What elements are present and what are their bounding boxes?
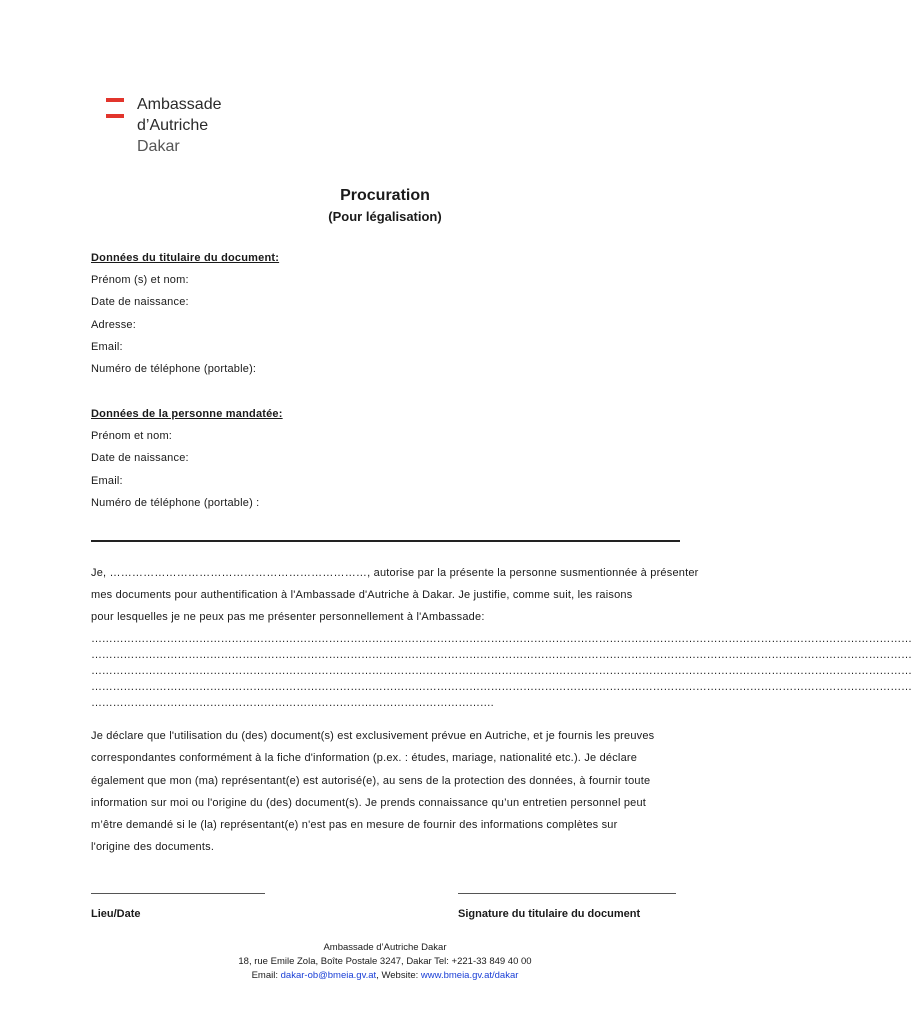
holder-field-address: Adresse: <box>91 319 137 331</box>
authorization-line-2: mes documents pour authentification à l'Ambassade d'Autriche à Dakar. Je justifie, comme suit, les raisons <box>91 589 633 601</box>
holder-heading: Données du titulaire du document: <box>91 252 280 264</box>
authorization-line-1: Je, ……………………………………………………………, autorise par la présente la personne susmentionnée à présenter <box>91 567 699 579</box>
declaration-line-5: m’être demandé si le (la) représentant(e) n'est pas en mesure de fournir des informations complètes sur <box>91 819 618 831</box>
holder-field-phone: Numéro de téléphone (portable): <box>91 363 257 375</box>
logo-line-1: Ambassade <box>137 96 222 113</box>
proxy-field-birthdate: Date de naissance: <box>91 452 189 464</box>
declaration-line-3: également que mon (ma) représentant(e) est autorisé(e), au sens de la protection des données, à fournir toute <box>91 775 651 787</box>
reason-dotted-line-1: ………………………………………………………………………………………………………………………………………………………………………………………………………… <box>91 633 912 645</box>
austria-flag-icon <box>106 98 124 122</box>
document-subtitle: (Pour légalisation) <box>328 209 442 224</box>
footer-website-link[interactable]: www.bmeia.gv.at/dakar <box>420 970 519 981</box>
signature-label: Signature du titulaire du document <box>458 908 641 920</box>
holder-field-name: Prénom (s) et nom: <box>91 274 189 286</box>
embassy-logo <box>137 94 222 157</box>
footer-embassy-name: Ambassade d’Autriche Dakar <box>323 942 447 953</box>
declaration-line-6: l'origine des documents. <box>91 841 215 853</box>
logo-line-3: Dakar <box>137 138 180 155</box>
footer-email-prefix: Email: <box>251 970 281 981</box>
signature-line <box>458 893 676 894</box>
reason-dotted-line-5: …………………………………………………………………………………………………. <box>91 697 494 709</box>
logo-line-2: d’Autriche <box>137 117 209 134</box>
declaration-line-1: Je déclare que l'utilisation du (des) document(s) est exclusivement prévue en Autriche, et je fournis les preuves <box>91 730 655 742</box>
authorization-line-3: pour lesquelles je ne peux pas me présenter personnellement à l'Ambassade: <box>91 611 485 623</box>
reason-dotted-line-3: ………………………………………………………………………………………………………………………………………………………………………………………………………… <box>91 665 912 677</box>
footer-email-link[interactable]: dakar-ob@bmeia.gv.at <box>280 970 377 981</box>
proxy-field-email: Email: <box>91 475 123 487</box>
footer-contact <box>0 970 770 981</box>
proxy-heading: Données de la personne mandatée: <box>91 408 283 420</box>
holder-field-email: Email: <box>91 341 123 353</box>
proxy-field-phone: Numéro de téléphone (portable) : <box>91 497 260 509</box>
holder-field-birthdate: Date de naissance: <box>91 296 189 308</box>
place-date-line <box>91 893 265 894</box>
proxy-field-name: Prénom et nom: <box>91 430 173 442</box>
section-divider <box>91 540 680 542</box>
declaration-line-4: information sur moi ou l'origine du (des) document(s). Je prends connaissance qu’un entretien personnel peut <box>91 797 647 809</box>
place-date-label: Lieu/Date <box>91 908 141 920</box>
reason-dotted-line-2: ………………………………………………………………………………………………………………………………………………………………………………………………………… <box>91 649 912 661</box>
document-title: Procuration <box>340 187 430 204</box>
footer-address: 18, rue Emile Zola, Boîte Postale 3247, Dakar Tel: +221-33 849 40 00 <box>238 956 532 967</box>
declaration-line-2: correspondantes conformément à la fiche d'information (p.ex. : études, mariage, nationalité etc.). Je déclare <box>91 752 638 764</box>
reason-dotted-line-4: ………………………………………………………………………………………………………………………………………………………………………………………………………… <box>91 681 912 693</box>
footer-website-prefix: , Website: <box>376 970 421 981</box>
